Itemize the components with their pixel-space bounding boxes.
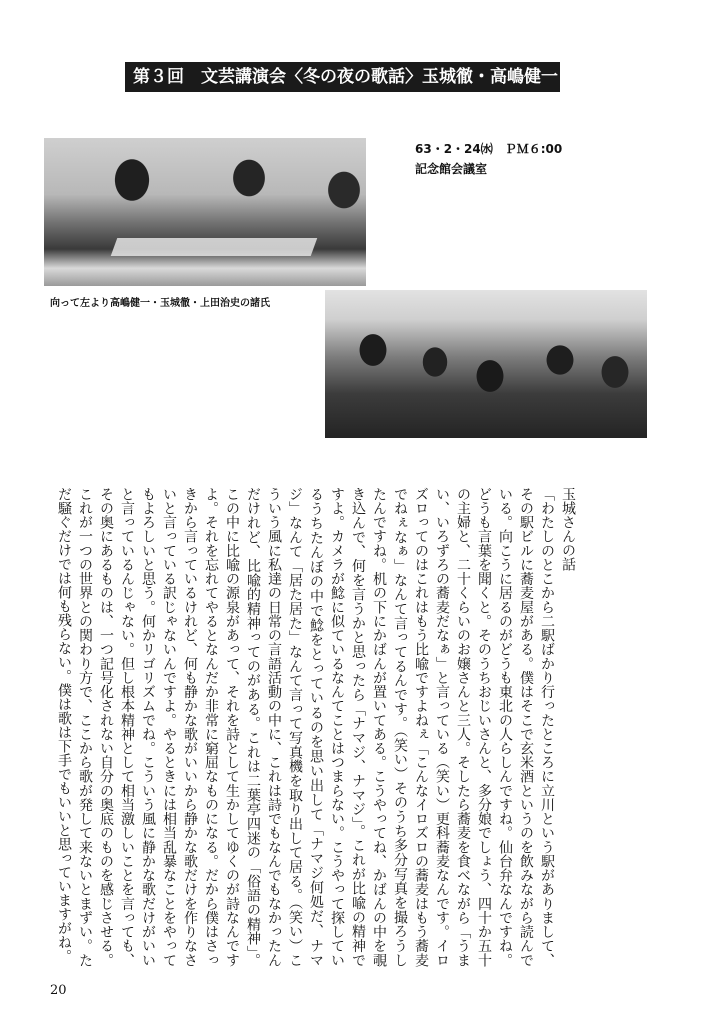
audience-photo	[325, 290, 647, 438]
photo-caption: 向って左より高嶋健一・玉城徹・上田治史の諸氏	[50, 298, 270, 309]
article-paragraph: 「わたしのとこから二駅ばかり行ったところに立川という駅がありまして、その駅ビルに蕎麦屋がある。僕はそこで玄米酒というのを飲みながら読んでいる。向こうに居るのがどうも東北の人らしんですね。仙台弁なんですね。どうも言葉を聞くと。そのうちおじいさんと、多分娘でしょう、四十か五十の主婦と、二十くらいのお嬢さんと三人。そしたら蕎麦を食べながら「うまい、いろずろの蕎麦だなぁ」と言っている（笑い）更科蕎麦なんです。イロズロってのはこれはもう比喩ですよねぇ「こんなイロズロの蕎麦はもう蕎麦でねぇなぁ」なんて言ってるんです。（笑い）そのうち多分写真を撮ろうしたんですね。机の下にかばんが置いてある。こうやってね、かばんの中を覗き込んで、何を言うかと思ったら「ナマジ、ナマジ」。これが比喩の精神ですよ。カメラが鯰に似ているなんてことはつまらない。こうやって探しているうちたんぼの中で鯰をとっているのを思い出して「ナマジ何処だ、ナマジ」なんて「居た居た」なんて言って写真機を取り出して居る。（笑い）こういう風に私達の日常の言語活動の中に、これは詩でもなんでもなかったんだけれど、比喩的精神ってのがある。これは二葉亭四迷の「俗語の精神」。この中に比喩の源泉があって、それを詩として生かしてゆくのが詩なんですよ。それを忘れてやるとなんだか非常に窮屈なものになる。だから僕はさっきから言っているけれど、何も静かな歌がいいから静かな歌だけを作りなさいと言っている訳じゃないんですよ。やるときには相当乱暴なことをやってもよろしいと思う。何かリゴリズムでね。こういう風に静かな歌だけがいいと言っているんじゃない。但し根本精神として相当激しいことを言っても、その奥にあるものは、一つ記号化されない自分の奥底のものを感じさせる。これが一つの世界との関わり方で、ここから歌が発して来ないとまずい。ただ騒ぐだけでは何も残らない。僕は歌は下手でもいいと思っていますがね。	[56, 487, 555, 968]
lecture-speakers-photo	[44, 138, 366, 286]
page-number: 20	[50, 983, 67, 998]
speaker-heading: 玉城さんの話	[560, 487, 576, 571]
section-title: 第３回 文芸講演会〈冬の夜の歌話〉玉城徹・高嶋健一	[125, 62, 560, 92]
event-venue: 記念館会議室	[415, 162, 488, 176]
table-detail	[111, 238, 318, 256]
article-body	[56, 487, 578, 968]
event-date: 63・2・24㈬ ＰＭ６:00	[415, 142, 563, 156]
